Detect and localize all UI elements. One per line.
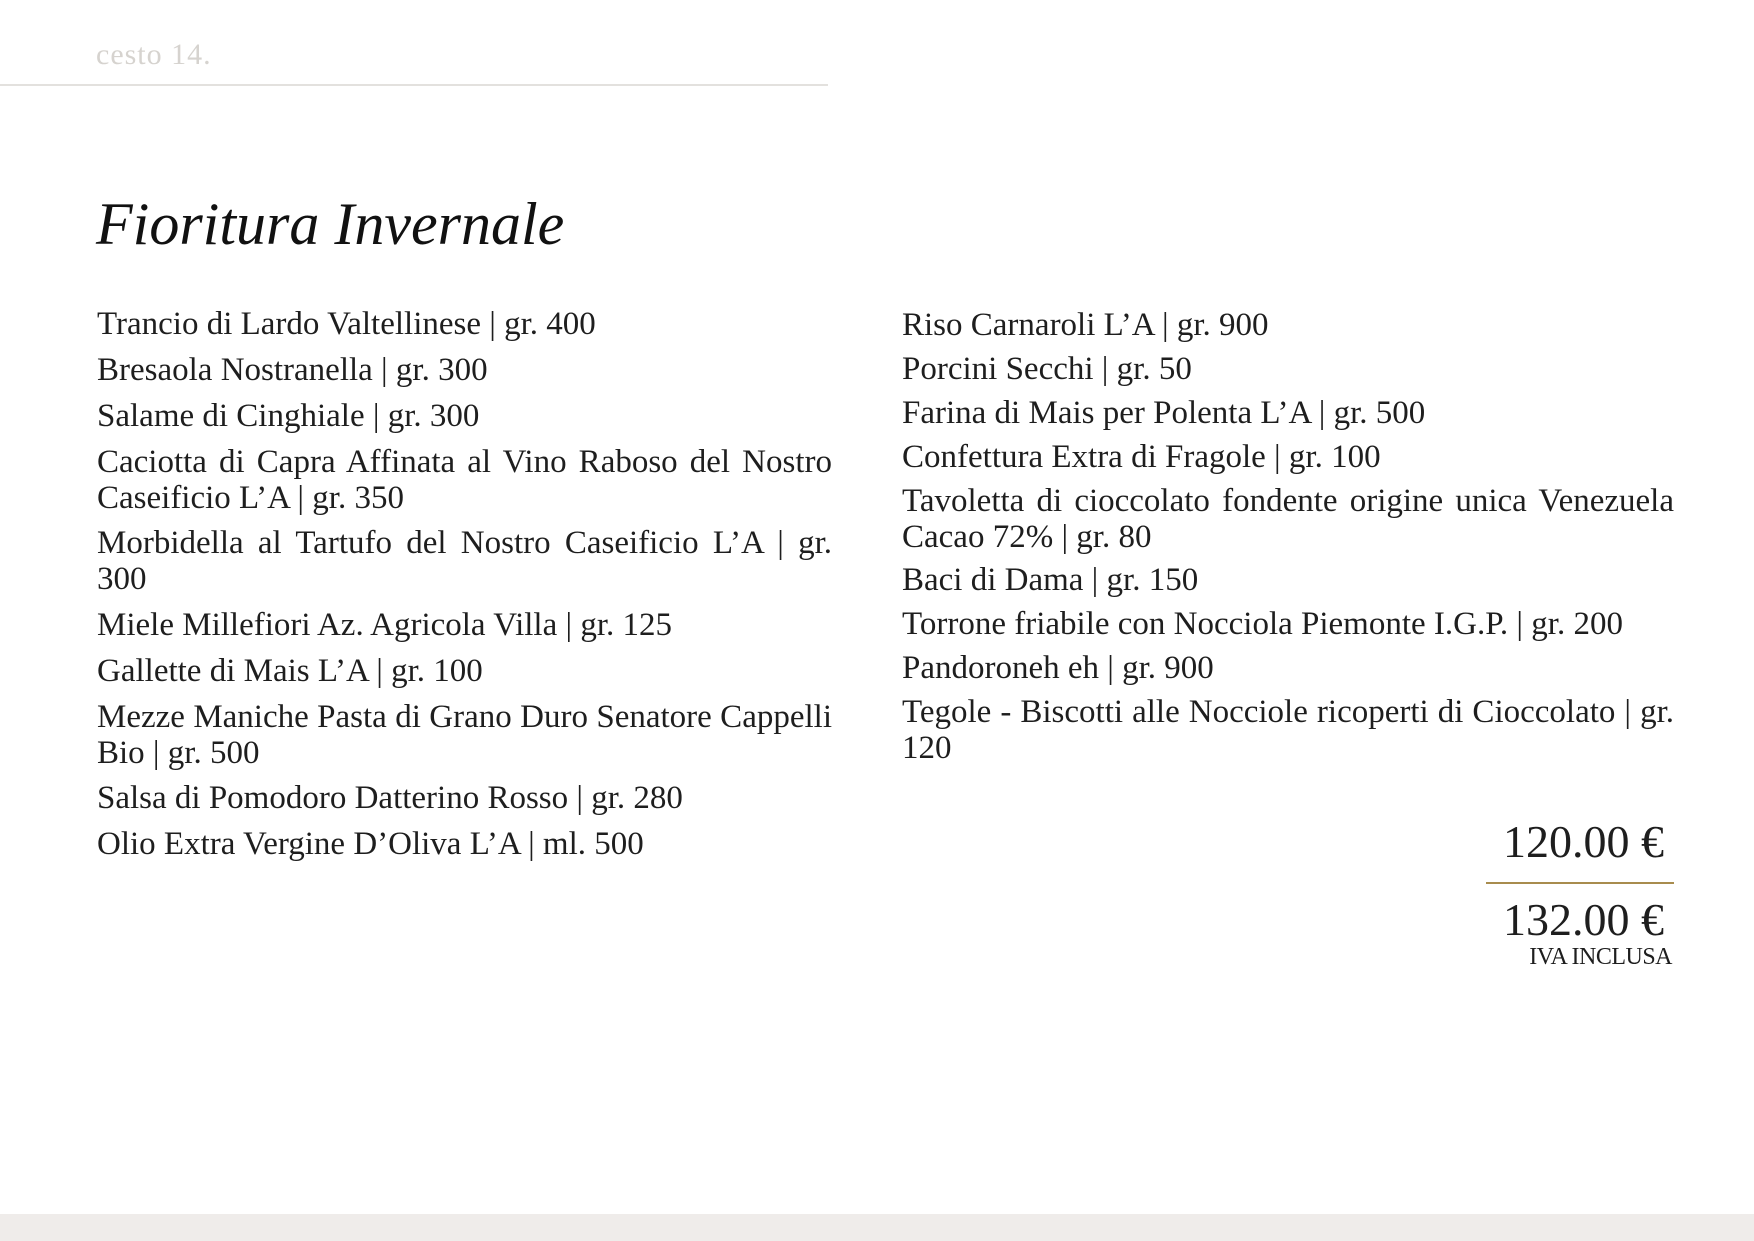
list-item: Bresaola Nostranella | gr. 300 <box>97 352 488 388</box>
list-item: Gallette di Mais L’A | gr. 100 <box>97 653 483 689</box>
gross-price: 132.00 € <box>1503 894 1664 945</box>
net-price: 120.00 € <box>1503 816 1664 867</box>
list-item: Tegole - Biscotti alle Nocciole ricoperti di Cioccolato | gr. 120 <box>902 694 1674 766</box>
list-item: Tavoletta di cioccolato fondente origine unica Venezuela Cacao 72% | gr. 80 <box>902 483 1674 555</box>
vat-included-label: IVA INCLUSA <box>1529 944 1672 970</box>
list-item: Torrone friabile con Nocciola Piemonte I.G.P. | gr. 200 <box>902 606 1623 642</box>
list-item: Confettura Extra di Fragole | gr. 100 <box>902 439 1381 475</box>
list-item: Pandoroneh eh | gr. 900 <box>902 650 1214 686</box>
list-item: Porcini Secchi | gr. 50 <box>902 351 1192 387</box>
list-item: Olio Extra Vergine D’Oliva L’A | ml. 500 <box>97 826 644 862</box>
list-item: Miele Millefiori Az. Agricola Villa | gr. 125 <box>97 607 673 643</box>
list-item: Mezze Maniche Pasta di Grano Duro Senatore Cappelli Bio | gr. 500 <box>97 699 832 771</box>
list-item: Salsa di Pomodoro Datterino Rosso | gr. 280 <box>97 780 683 816</box>
list-item: Trancio di Lardo Valtellinese | gr. 400 <box>97 306 596 342</box>
product-list-left <box>97 306 832 872</box>
basket-number-label: cesto 14. <box>96 38 212 71</box>
list-item: Morbidella al Tartufo del Nostro Caseificio L’A | gr. 300 <box>97 525 832 597</box>
list-item: Riso Carnaroli L’A | gr. 900 <box>902 307 1269 343</box>
list-item: Baci di Dama | gr. 150 <box>902 562 1199 598</box>
list-item: Farina di Mais per Polenta L’A | gr. 500 <box>902 395 1426 431</box>
price-block <box>1486 814 1674 971</box>
price-divider <box>1486 882 1674 884</box>
footer-band <box>0 1214 1754 1241</box>
header-divider <box>0 84 828 86</box>
list-item: Caciotta di Capra Affinata al Vino Raboso del Nostro Caseificio L’A | gr. 350 <box>97 444 832 516</box>
product-list-right <box>902 307 1674 773</box>
list-item: Salame di Cinghiale | gr. 300 <box>97 398 480 434</box>
basket-title: Fioritura Invernale <box>96 191 565 257</box>
